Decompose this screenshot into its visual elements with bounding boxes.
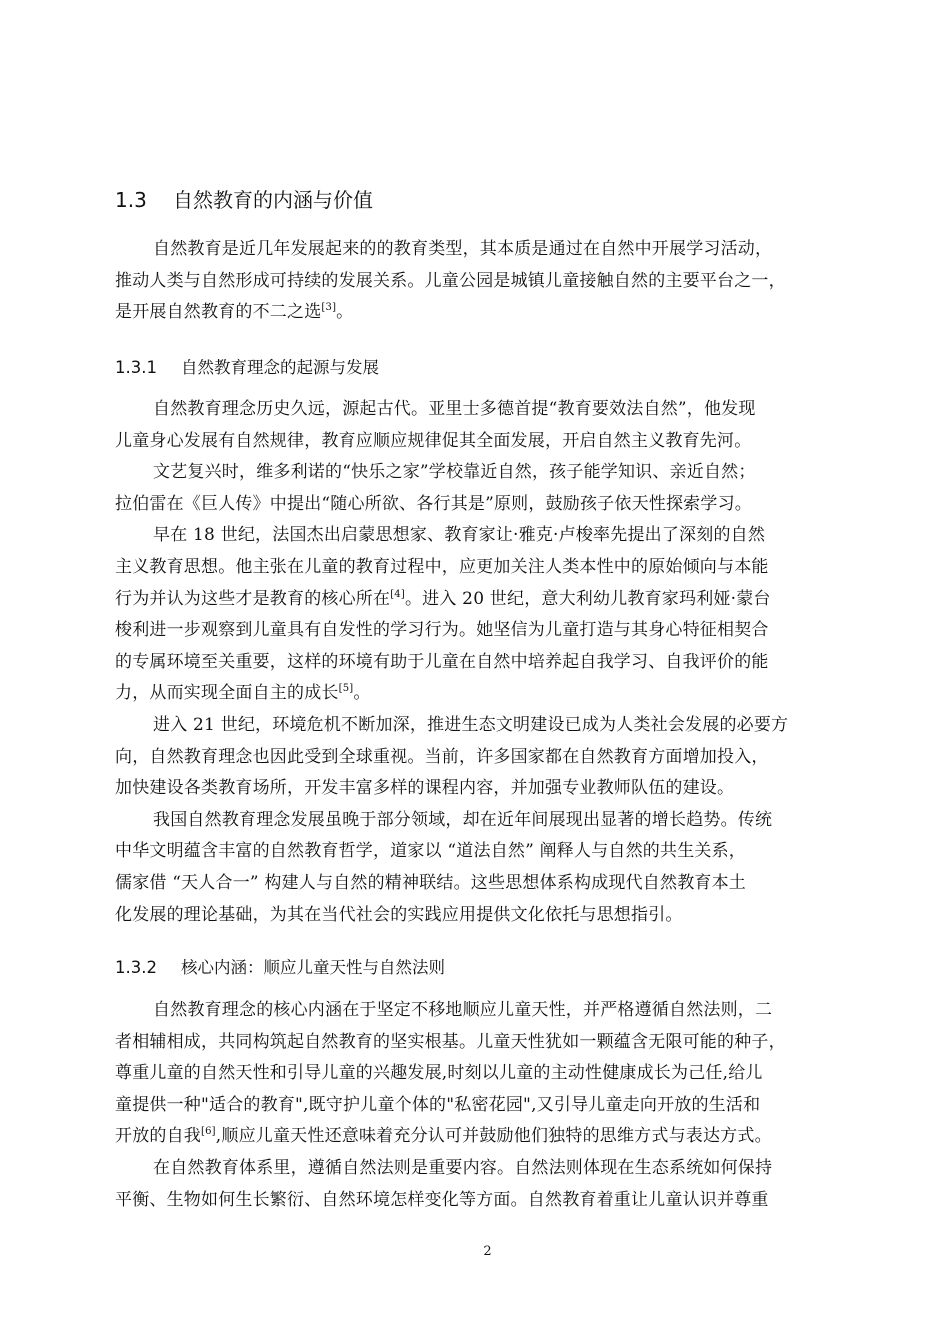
subsection-heading-1 <box>115 356 379 380</box>
text-span: 是开展自然教育的不二之选 <box>115 302 322 323</box>
citation-ref: [3] <box>321 302 337 314</box>
section-title: 自然教育的内涵与价值 <box>173 188 373 212</box>
citation-ref: [6] <box>201 1126 216 1138</box>
text-line: 儒家借 “天人合一” 构建人与自然的精神联结。这些思想体系构成现代自然教育本土 <box>115 872 746 893</box>
text-span: 。进入 20 世纪，意大利幼儿教育家玛利娅·蒙台 <box>404 588 771 609</box>
text-line: 向，自然教育理念也因此受到全球重视。当前，许多国家都在自然教育方面增加投入， <box>115 746 769 767</box>
text-line: 儿童身心发展有自然规律，教育应顺应规律促其全面发展，开启自然主义教育先河。 <box>115 430 752 451</box>
text-span: 。 <box>336 302 354 323</box>
text-line: 梭利进一步观察到儿童具有自发性的学习行为。她坚信为儿童打造与其身心特征相契合 <box>115 620 769 641</box>
intro-paragraph <box>115 234 860 329</box>
text-span: 行为并认为这些才是教育的核心所在 <box>115 588 391 609</box>
citation-ref: [4] <box>390 588 405 600</box>
subsection-1-body <box>115 394 860 931</box>
text-line: 自然教育理念历史久远，源起古代。亚里士多德首提“教育要效法自然”，他发现 <box>153 399 756 419</box>
text-line: 童提供一种"适合的教育",既守护儿童个体的"私密花园",又引导儿童走向开放的生活和 <box>115 1094 761 1115</box>
text-line: 者相辅相成，共同构筑起自然教育的坚实根基。儿童天性犹如一颗蕴含无限可能的种子， <box>115 1031 786 1052</box>
page-number: 2 <box>483 1244 492 1259</box>
section-heading <box>115 186 373 214</box>
text-line: 中华文明蕴含丰富的自然教育哲学，道家以 “道法自然” 阐释人与自然的共生关系， <box>115 841 746 862</box>
text-line: 拉伯雷在《巨人传》中提出“随心所欲、各行其是”原则，鼓励孩子依天性探索学习。 <box>115 493 752 514</box>
text-line <box>115 678 860 710</box>
text-line: 文艺复兴时，维多利诺的“快乐之家”学校靠近自然，孩子能学知识、亲近自然； <box>153 462 756 483</box>
text-line: 进入 21 世纪，环境危机不断加深，推进生态文明建设已成为人类社会发展的必要方 <box>153 714 789 735</box>
subsection-title: 核心内涵：顺应儿童天性与自然法则 <box>181 958 445 977</box>
subsection-number: 1.3.2 <box>115 958 157 977</box>
text-line: 主义教育思想。他主张在儿童的教育过程中，应更加关注人类本性中的原始倾向与本能 <box>115 556 769 577</box>
text-line <box>115 1121 860 1153</box>
text-line: 加快建设各类教育场所，开发丰富多样的课程内容，并加强专业教师队伍的建设。 <box>115 778 735 799</box>
text-line: 推动人类与自然形成可持续的发展关系。儿童公园是城镇儿童接触自然的主要平台之一， <box>115 270 786 291</box>
section-number: 1.3 <box>115 188 147 212</box>
subsection-heading-2 <box>115 956 445 980</box>
text-line: 化发展的理论基础，为其在当代社会的实践应用提供文化依托与思想指引。 <box>115 904 683 925</box>
subsection-2-body <box>115 995 860 1216</box>
text-line <box>115 297 860 329</box>
text-span: 开放的自我 <box>115 1126 201 1147</box>
text-line: 早在 18 世纪，法国杰出启蒙思想家、教育家让·雅克·卢梭率先提出了深刻的自然 <box>153 525 766 546</box>
text-line: 我国自然教育理念发展虽晚于部分领域，却在近年间展现出显著的增长趋势。传统 <box>153 809 773 830</box>
text-span: 力，从而实现全面自主的成长 <box>115 683 339 704</box>
text-line: 自然教育理念的核心内涵在于坚定不移地顺应儿童天性，并严格遵循自然法则，二 <box>153 1000 773 1020</box>
subsection-title: 自然教育理念的起源与发展 <box>181 358 379 377</box>
text-span: 。 <box>353 683 371 704</box>
text-line <box>115 584 860 616</box>
text-line: 在自然教育体系里，遵循自然法则是重要内容。自然法则体现在生态系统如何保持 <box>153 1157 773 1178</box>
text-line: 尊重儿童的自然天性和引导儿童的兴趣发展,时刻以儿童的主动性健康成长为己任,给儿 <box>115 1063 763 1084</box>
text-line: 自然教育是近几年发展起来的的教育类型，其本质是通过在自然中开展学习活动， <box>153 239 773 259</box>
subsection-number: 1.3.1 <box>115 358 157 377</box>
text-span: ,顺应儿童天性还意味着充分认可并鼓励他们独特的思维方式与表达方式。 <box>215 1126 772 1147</box>
text-line: 平衡、生物如何生长繁衍、自然环境怎样变化等方面。自然教育着重让儿童认识并尊重 <box>115 1189 769 1210</box>
citation-ref: [5] <box>338 683 354 695</box>
text-line: 的专属环境至关重要，这样的环境有助于儿童在自然中培养起自我学习、自我评价的能 <box>115 651 769 672</box>
